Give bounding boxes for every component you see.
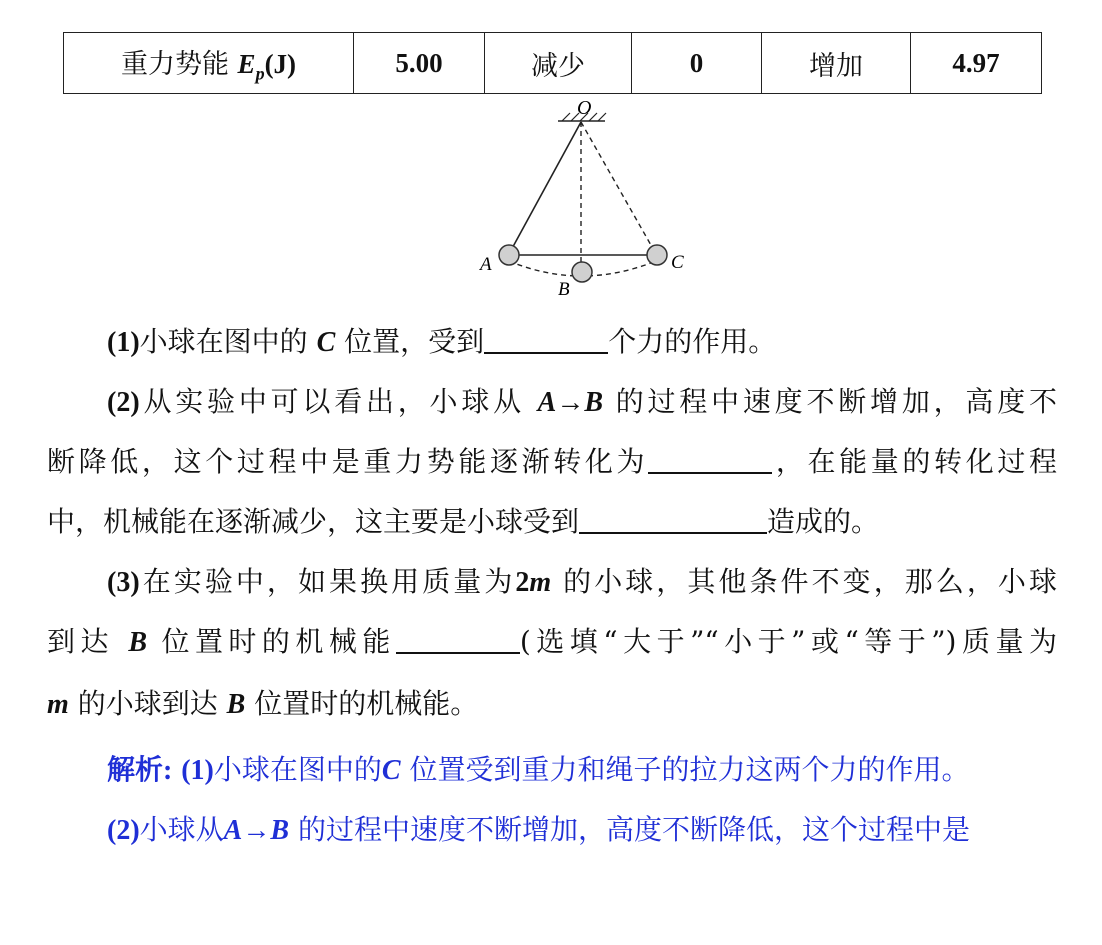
label-b: B [558,279,570,300]
question-1: (1)小球在图中的 C 位置，受到 个力的作用。 [47,312,1057,373]
ball-a [499,245,519,265]
analysis-label: 解析: [107,755,173,786]
answer-blank[interactable] [648,440,772,474]
pendulum-diagram [470,94,700,304]
string-to-c [581,122,656,254]
question-2-line-1: (2)从实验中可以看出，小球从 A→B 的过程中速度不断增加，高度不 [107,385,1057,418]
table-cell: 减少 [485,33,632,94]
row-header-cell [64,33,354,94]
question-2-line-2: 断降低，这个过程中是重力势能逐渐转化为 ，在能量的转化过程 [47,432,1057,492]
table-row [64,33,1042,94]
question-3-line-1: (3)在实验中，如果换用质量为2m 的小球，其他条件不变，那么，小球 [107,565,1057,598]
ball-b [572,262,592,282]
answer-blank[interactable] [484,320,608,354]
question-2-line-3: 中，机械能在逐渐减少，这主要是小球受到 造成的。 [47,492,1057,552]
energy-subscript: p [255,63,265,84]
energy-table [63,32,1042,94]
label-a: A [480,254,492,275]
table-cell: 4.97 [911,33,1042,94]
ball-c [647,245,667,265]
question-3-line-3: m 的小球到达 B 位置时的机械能。 [47,687,479,720]
answer-blank[interactable] [396,620,520,654]
energy-unit: (J) [264,48,297,79]
energy-symbol: E [237,48,256,79]
table-cell: 5.00 [354,33,485,94]
answer-blank[interactable] [579,500,767,534]
string-to-a [509,122,581,254]
analysis-line-2: (2)小球从A→B 的过程中速度不断增加，高度不断降低，这个过程中是 [107,813,970,846]
pivot-label: O [577,97,592,119]
row-label: 重力势能 [120,48,229,80]
question-3-line-2: 到达 B 位置时的机械能 (选填“大于”“小于”或“等于”)质量为 [47,612,1057,673]
label-c: C [671,252,684,273]
analysis-line-1: 解析: (1)小球在图中的C 位置受到重力和绳子的拉力这两个力的作用。 [107,753,970,786]
table-cell: 0 [632,33,762,94]
table-cell: 增加 [762,33,911,94]
